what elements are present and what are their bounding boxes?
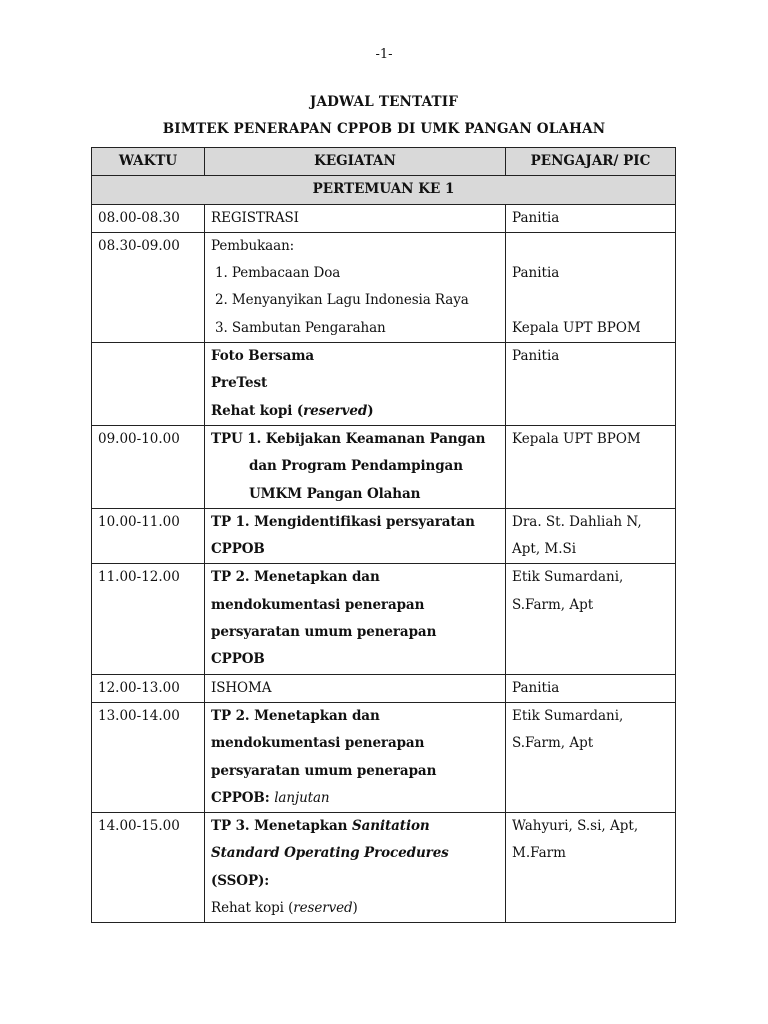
table-row [92,232,676,342]
pic-cell [506,232,676,342]
activity-line: TP 1. Mengidentifikasi persyaratan [211,513,475,530]
table-row [92,702,676,812]
header-pic: PENGAJAR/ PIC [506,148,676,176]
activity-line: mendokumentasi penerapan [211,735,425,752]
header-activity: KEGIATAN [205,148,506,176]
activity-line: TPU 1. Kebijakan Keamanan Pangan [211,430,486,447]
header-time: WAKTU [92,148,205,176]
page-number: -1- [375,47,393,62]
pic-line: Etik Sumardani, [512,707,624,724]
time-cell: 09.00-10.00 [92,425,205,508]
activity-line: Pembukaan: [211,237,295,254]
time-cell: 11.00-12.00 [92,564,205,674]
activity-cell [205,343,506,426]
activity-line: persyaratan umum penerapan [211,762,437,779]
time-cell [92,343,205,426]
time-cell: 08.00-08.30 [92,204,205,232]
table-row [92,425,676,508]
activity-list-item: 1. Pembacaan Doa [215,265,341,282]
pic-line: Wahyuri, S.si, Apt, [512,818,639,835]
time-cell: 10.00-11.00 [92,508,205,564]
pic-line: S.Farm, Apt [512,596,594,613]
activity-line: (SSOP): [211,872,270,889]
table-row [92,564,676,674]
pic-cell: Panitia [506,204,676,232]
time-cell: 12.00-13.00 [92,674,205,702]
pic-line: M.Farm [512,845,566,862]
pic-cell: Kepala UPT BPOM [506,425,676,508]
table-row [92,204,676,232]
pic-cell: Panitia [506,343,676,426]
activity-line: CPPOB: lanjutan [211,789,330,806]
activity-line: mendokumentasi penerapan [211,596,425,613]
pic-cell [506,813,676,923]
activity-line: PreTest [211,375,268,392]
activity-line: TP 2. Menetapkan dan [211,707,380,724]
pic-line: Panitia [512,265,560,282]
pic-line: Kepala UPT BPOM [512,319,641,336]
table-row [92,813,676,923]
table-header-row [92,148,676,176]
document-subtitle: BIMTEK PENERAPAN CPPOB DI UMK PANGAN OLAHAN [162,121,606,137]
pic-line: Apt, M.Si [512,541,577,558]
pic-cell [506,508,676,564]
activity-cell [205,564,506,674]
time-cell: 08.30-09.00 [92,232,205,342]
pic-line: S.Farm, Apt [512,735,594,752]
activity-line: TP 2. Menetapkan dan [211,569,380,586]
activity-line: Standard Operating Procedures [211,845,449,862]
pic-cell [506,702,676,812]
activity-line: dan Program Pendampingan [249,458,463,475]
table-row [92,343,676,426]
activity-line: UMKM Pangan Olahan [249,485,421,502]
activity-list-item: 3. Sambutan Pengarahan [215,319,386,336]
table-row [92,674,676,702]
activity-cell [205,232,506,342]
activity-line: Rehat kopi (reserved) [211,402,374,419]
section-row [92,176,676,204]
table-row [92,508,676,564]
time-cell: 14.00-15.00 [92,813,205,923]
activity-cell [205,508,506,564]
activity-line: CPPOB [211,651,265,668]
time-cell: 13.00-14.00 [92,702,205,812]
activity-cell [205,425,506,508]
activity-cell [205,702,506,812]
section-title: PERTEMUAN KE 1 [92,176,676,204]
pic-line: Etik Sumardani, [512,569,624,586]
activity-line: Foto Bersama [211,348,315,365]
pic-cell: Panitia [506,674,676,702]
activity-cell: ISHOMA [205,674,506,702]
activity-line: CPPOB [211,541,265,558]
schedule-table [91,147,676,923]
activity-line: persyaratan umum penerapan [211,624,437,641]
pic-line: Dra. St. Dahliah N, [512,513,642,530]
activity-line: TP 3. Menetapkan Sanitation [211,818,430,835]
activity-cell [205,813,506,923]
activity-line: Rehat kopi (reserved) [211,900,358,917]
activity-cell: REGISTRASI [205,204,506,232]
activity-list-item: 2. Menyanyikan Lagu Indonesia Raya [215,292,469,309]
document-title: JADWAL TENTATIF [309,94,459,110]
pic-cell [506,564,676,674]
